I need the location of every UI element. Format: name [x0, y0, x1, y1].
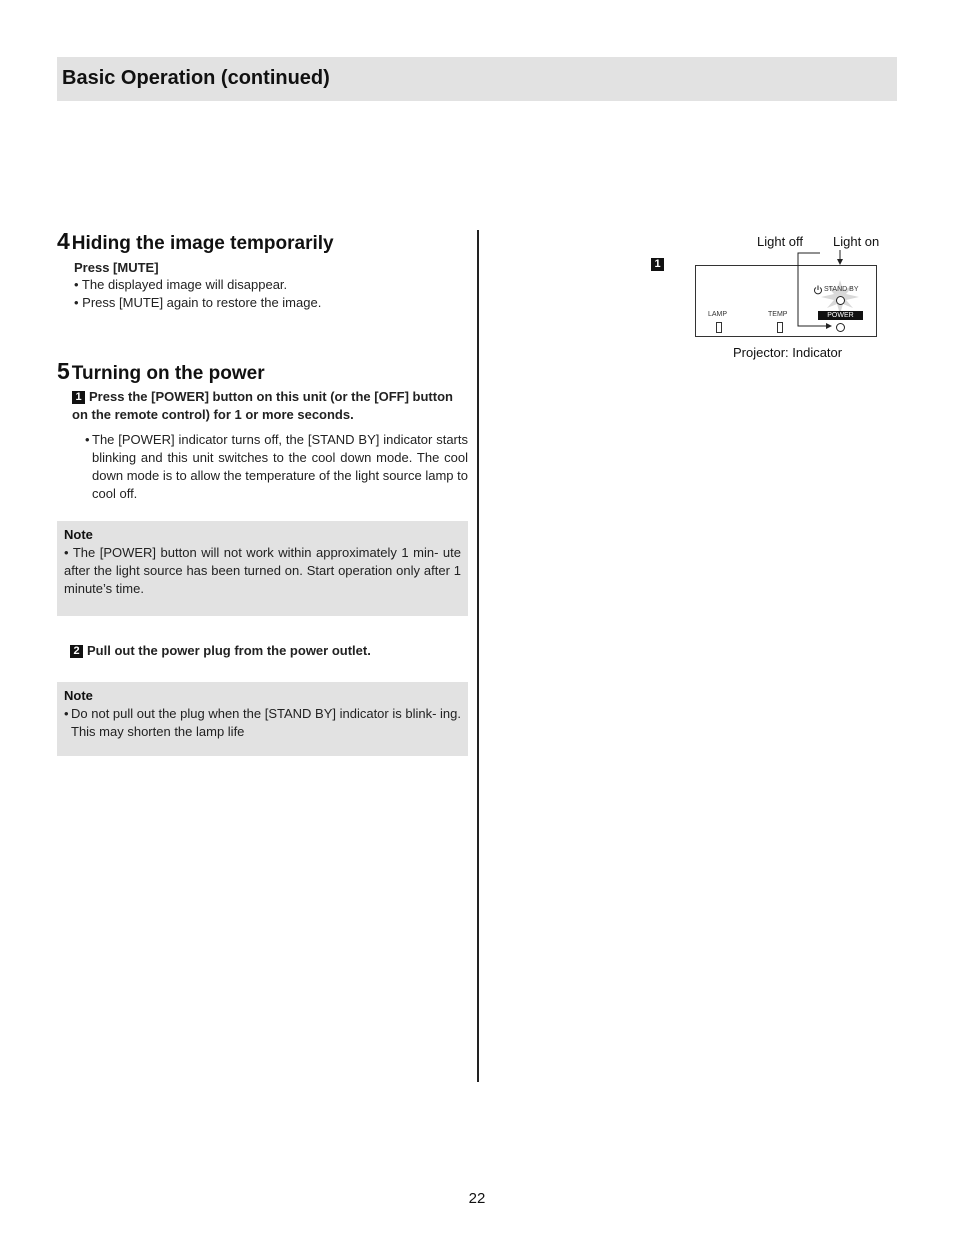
page-number: 22: [468, 1190, 486, 1207]
note-box-1: [57, 521, 468, 616]
step-2-badge: 2: [70, 645, 83, 658]
section-5-number: 5: [57, 358, 70, 384]
note-2-body: [64, 705, 461, 741]
section-4-number: 4: [57, 228, 70, 254]
light-off-label: Light off: [757, 234, 804, 249]
step-1-badge: 1: [72, 391, 85, 404]
bullet-dot: •: [85, 432, 90, 447]
note-1-text: • The [POWER] button will not work within approximately 1 min- ute after the light source has been turned on. Start operation only after 1 minute’s time.: [64, 545, 461, 596]
step-2-text: Pull out the power plug from the power outlet.: [87, 643, 371, 658]
light-on-label: Light on: [833, 234, 880, 249]
step-1-instruction: [72, 388, 469, 424]
note-1-title: Note: [64, 527, 93, 542]
column-divider: [477, 230, 479, 1082]
note-2-text: Do not pull out the plug when the [STAND BY] indicator is blink- ing. This may shorten the lamp life: [71, 706, 461, 739]
diagram-caption: Projector: Indicator: [733, 345, 843, 360]
step-1-bullet-text: The [POWER] indicator turns off, the [STAND BY] indicator starts blinking and this unit switches to the cool down mode. The cool down mode is to allow the temperature of the light source lamp to cool off.: [92, 432, 468, 501]
power-label: POWER: [818, 311, 863, 320]
note-box-2: [57, 682, 468, 756]
mute-bullet-1: • The displayed image will disappear.: [74, 277, 288, 292]
mute-instruction: Press [MUTE]: [74, 260, 159, 275]
mute-bullet-2: • Press [MUTE] again to restore the image.: [74, 295, 322, 310]
step-1-bullet: [85, 431, 468, 503]
section-5-heading: Turning on the power: [71, 363, 265, 384]
diagram-step-badge: 1: [651, 258, 664, 271]
lamp-label: LAMP: [708, 311, 728, 318]
section-4-heading: Hiding the image temporarily: [71, 233, 334, 254]
indicator-diagram: [640, 228, 910, 368]
section-5-title: [57, 358, 265, 385]
section-4-title: [57, 228, 334, 255]
temp-label: TEMP: [768, 311, 788, 318]
note-2-title: Note: [64, 688, 93, 703]
step-2-instruction: [70, 642, 467, 660]
header-bar: [57, 57, 897, 101]
step-1-text: Press the [POWER] button on this unit (or the [OFF] button on the remote control) for 1 or more seconds.: [72, 389, 453, 422]
bullet-dot: •: [64, 706, 69, 721]
standby-label: STAND BY: [824, 286, 859, 293]
page-title: Basic Operation (continued): [62, 67, 330, 89]
